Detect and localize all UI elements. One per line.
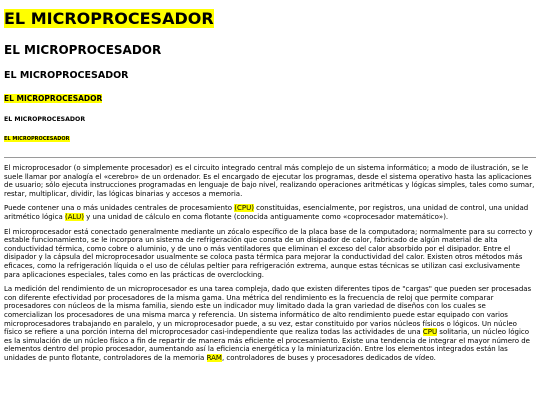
highlight-alu: (ALU) [65,212,84,221]
paragraph-text: Puede contener una o más unidades centrales de procesamiento [4,204,235,213]
heading-level-6-text: EL MICROPROCESADOR [4,136,70,142]
paragraph-cooling: El microprocesador está conectado generalmente mediante un zócalo específico de la placa base de la computadora; normalmente para su correcto y estable funcionamiento, se le incorpora un sistema de refrigeración que consta de un disipador de calor, fabricado de algún material de alta conductividad térmica, como cobre o aluminio, y de uno o más ventiladores que eliminan el exceso del calor absorbido por el disipador. Entre el disipador y la cápsula del microprocesador usualmente se coloca pasta térmica para mejorar la conductividad del calor. Existen otros métodos más eficaces, como la refrigeración líquida o el uso de células peltier para refrigeración extrema, aunque estas técnicas se utilizan casi exclusivamente para aplicaciones especiales, tales como en las prácticas de overclocking. [4,227,533,279]
heading-level-1-text: EL MICROPROCESADOR [4,9,214,28]
heading-level-6 [4,136,536,143]
heading-level-1 [4,9,536,29]
highlight-cpu: (CPU) [234,204,254,213]
heading-level-4 [4,94,536,104]
highlight-cpu: CPU [422,328,438,337]
paragraph-text: La medición del rendimiento de un microprocesador es una tarea compleja, dado que existen diferentes tipos de "cargas" que pueden ser procesadas con diferente efectividad por procesadores de la misma gama. Una métrica del rendimiento es la frecuencia de reloj que permite comparar procesadores con núcleos de la misma familia, siendo este un indicador muy limitado dada la gran variedad de diseños con los cuales se comercializan los procesadores de una misma marca y referencia. Un sistema informático de alto rendimiento puede estar equipado con varios microprocesadores trabajando en paralelo, y un microprocesador puede, a su vez, estar constituido por varios núcleos físicos o lógicos. Un núcleo físico se refiere a una porción interna del microprocesador casi-independiente que realiza todas las actividades de una [4,285,532,337]
paragraph-text: constituidas, esencialmente, por registros, una unidad de control, una unidad aritmético lógica [4,204,529,221]
heading-level-4-text: EL MICROPROCESADOR [4,94,103,103]
section-divider [4,157,536,158]
paragraph-text: , controladores de buses y procesadores dedicados de vídeo. [221,353,436,362]
paragraph-text: y una unidad de cálculo en coma flotante (conocida antiguamente como «coprocesador matemático»). [83,212,449,221]
paragraph-cpu-units [4,204,536,221]
paragraph-intro: El microprocesador (o simplemente procesador) es el circuito integrado central más complejo de un sistema informático; a modo de ilustración, se le suele llamar por analogía el «cerebro» de un ordenador. Es el encargado de ejecutar los programas, desde el sistema operativo hasta las aplicaciones de usuario; sólo ejecuta instrucciones programadas en lenguaje de bajo nivel, realizando operaciones aritméticas y lógicas simples, tales como sumar, restar, multiplicar, dividir, las lógicas binarias y accesos a memoria. [4,164,535,198]
highlight-ram: RAM [206,353,222,362]
heading-level-5: EL MICROPROCESADOR [4,116,86,123]
heading-level-3: EL MICROPROCESADOR [4,70,129,81]
paragraph-text: solitaria, un núcleo lógico es la simulación de un núcleo físico a fin de repartir de manera más eficiente el procesamiento. Existe una tendencia de integrar el mayor número de elementos dentro del propio procesador, aumentando así la eficiencia energética y la miniaturización. Entre los elementos integrados están las unidades de punto flotante, controladores de la memoria [4,328,530,362]
paragraph-performance [4,285,536,362]
heading-level-2: EL MICROPROCESADOR [4,43,162,57]
